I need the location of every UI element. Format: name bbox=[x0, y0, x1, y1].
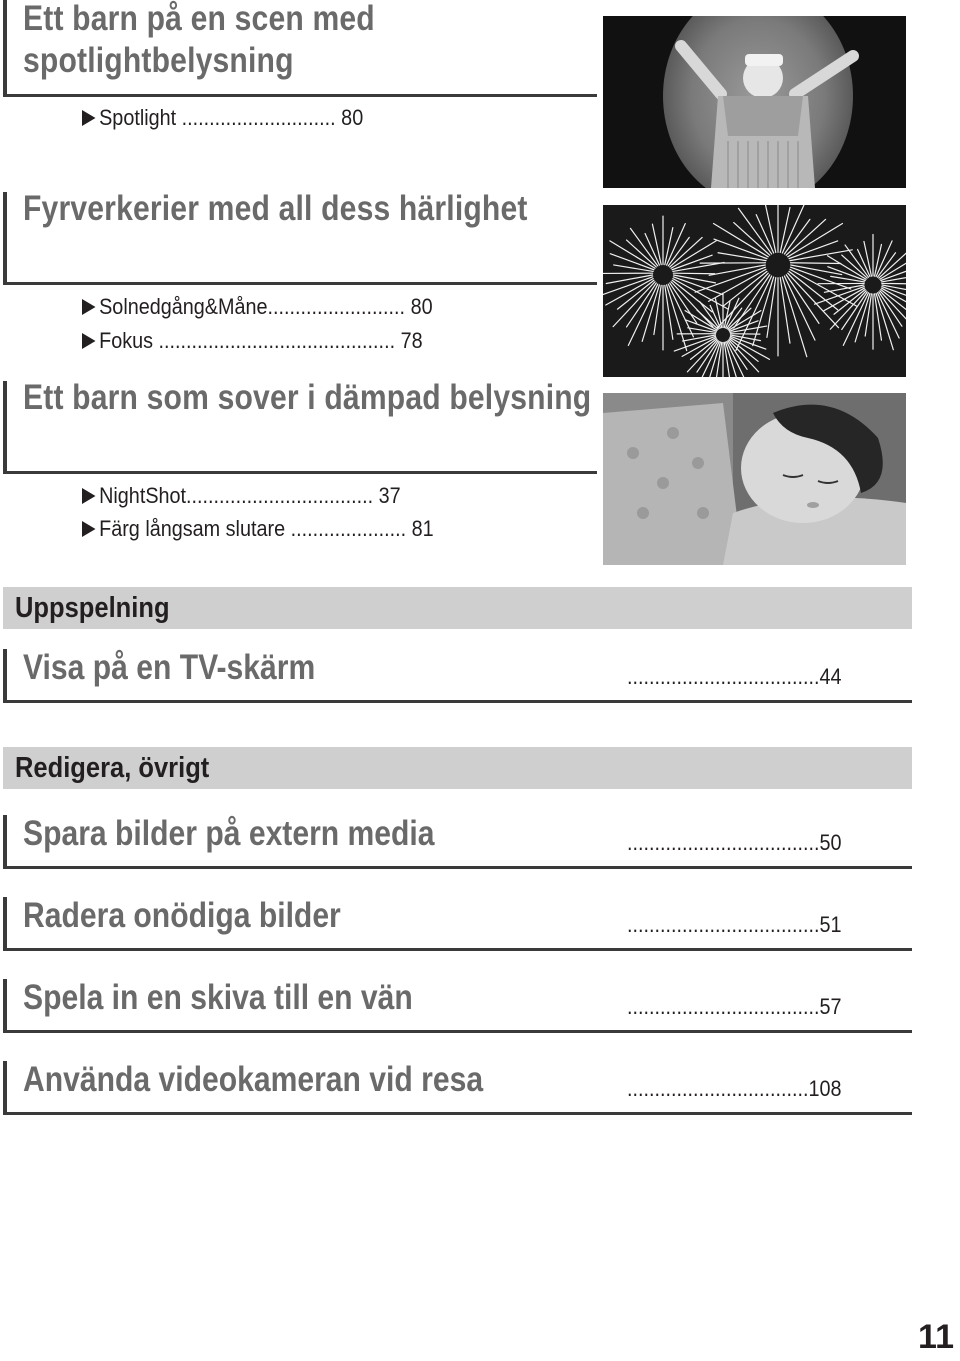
feature-title: Ett barn som sover i dämpad belysning bbox=[23, 378, 592, 417]
section-header-label: Uppspelning bbox=[15, 592, 170, 624]
section-header-label: Redigera, övrigt bbox=[15, 752, 210, 784]
toc-title: Spara bilder på extern media bbox=[23, 814, 435, 853]
link-fokus[interactable] bbox=[82, 327, 423, 355]
sleeping-child-image bbox=[603, 393, 906, 565]
toc-title: Radera onödiga bilder bbox=[23, 896, 341, 935]
toc-page-ref: ...................................50 bbox=[627, 830, 842, 855]
toc-title: Använda videokameran vid resa bbox=[23, 1060, 484, 1099]
link-text: Spotlight ............................ 80 bbox=[99, 105, 364, 130]
firework-ray bbox=[791, 263, 841, 264]
toc-row-videokamera-resa[interactable] bbox=[3, 1061, 912, 1115]
section-header-uppspelning bbox=[3, 587, 912, 629]
triangle-bullet-icon bbox=[82, 110, 96, 126]
triangle-bullet-icon bbox=[82, 299, 96, 315]
fireworks-image bbox=[603, 205, 906, 377]
photo-fireworks bbox=[603, 205, 906, 377]
photo-sleeping-child bbox=[603, 393, 906, 565]
toc-title: Visa på en TV-skärm bbox=[23, 648, 316, 687]
link-farg-langsam-slutare[interactable] bbox=[82, 515, 434, 543]
toc-row-spela-in-skiva[interactable] bbox=[3, 979, 912, 1033]
toc-page-ref: .................................108 bbox=[627, 1076, 842, 1101]
link-nightshot[interactable] bbox=[82, 482, 401, 510]
link-solnedgang-mane[interactable] bbox=[82, 293, 433, 321]
toc-row-visa-pa-tv[interactable] bbox=[3, 649, 912, 703]
toc-page-ref: ...................................51 bbox=[627, 912, 842, 937]
toc-row-radera-bilder[interactable] bbox=[3, 897, 912, 951]
section-header-redigera bbox=[3, 747, 912, 789]
link-text: Solnedgång&Måne......................... 80 bbox=[99, 294, 433, 319]
feature-title: Ett barn på en scen med bbox=[23, 0, 375, 38]
firework-ray bbox=[673, 273, 714, 274]
triangle-bullet-icon bbox=[82, 488, 96, 504]
toc-row-spara-bilder[interactable] bbox=[3, 815, 912, 869]
link-text: Färg långsam slutare ..................... 81 bbox=[99, 516, 434, 541]
toc-page-ref: ...................................57 bbox=[627, 994, 842, 1019]
link-spotlight[interactable] bbox=[82, 104, 363, 132]
feature-spotlight bbox=[3, 0, 597, 97]
page-number: 11 bbox=[918, 1318, 954, 1356]
link-text: Fokus ........................................... 78 bbox=[99, 328, 423, 353]
photo-child-spotlight bbox=[603, 16, 906, 188]
child-spotlight-image bbox=[603, 16, 906, 188]
feature-title: Fyrverkerier med all dess härlighet bbox=[23, 189, 528, 228]
triangle-bullet-icon bbox=[82, 333, 96, 349]
feature-title: spotlightbelysning bbox=[23, 41, 294, 80]
feature-fireworks bbox=[3, 189, 597, 285]
triangle-bullet-icon bbox=[82, 521, 96, 537]
feature-sleeping-child bbox=[3, 378, 597, 474]
link-text: NightShot.................................. 37 bbox=[99, 483, 401, 508]
toc-page-ref: ...................................44 bbox=[627, 664, 842, 689]
toc-title: Spela in en skiva till en vän bbox=[23, 978, 413, 1017]
